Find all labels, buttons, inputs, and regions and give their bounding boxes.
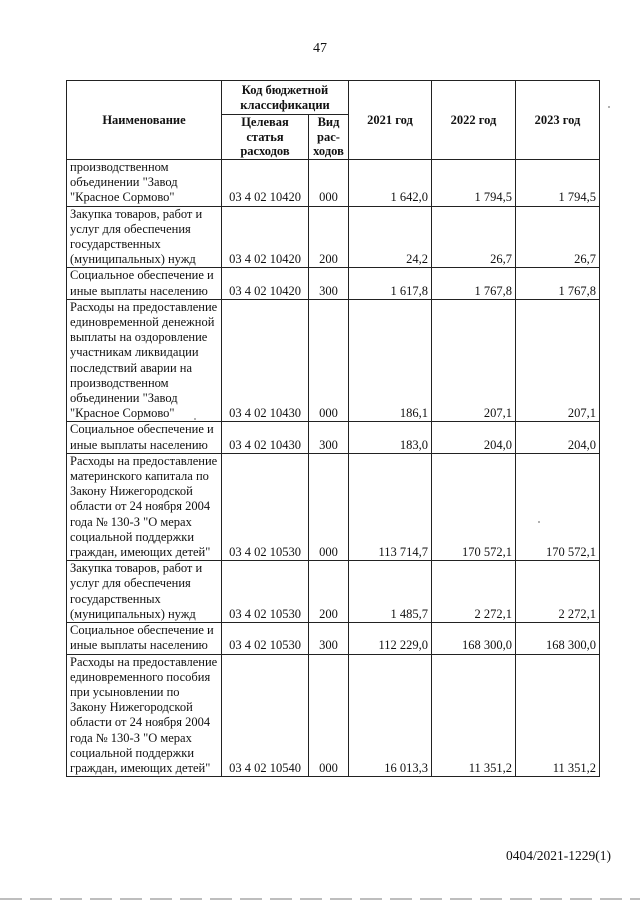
table-row bbox=[67, 623, 600, 654]
row-2022: 2 272,1 bbox=[432, 561, 516, 623]
row-2021: 1 617,8 bbox=[349, 268, 432, 299]
row-target: 03 4 02 10420 bbox=[222, 160, 309, 207]
header-type: Вид рас-ходов bbox=[309, 115, 349, 160]
table-row bbox=[67, 422, 600, 453]
row-2023: 26,7 bbox=[516, 206, 600, 268]
row-2023: 1 794,5 bbox=[516, 160, 600, 207]
row-2023: 11 351,2 bbox=[516, 654, 600, 777]
row-target: 03 4 02 10430 bbox=[222, 299, 309, 422]
header-name: Наименование bbox=[67, 81, 222, 160]
scan-speck bbox=[538, 521, 540, 523]
row-2021: 24,2 bbox=[349, 206, 432, 268]
table-row bbox=[67, 299, 600, 422]
table-row bbox=[67, 654, 600, 777]
row-name: Расходы на предоставление единовременной денежной выплаты на оздоровление участникам ликвидации последствий аварии на производственном объединении "Завод "Красное Сормово" bbox=[67, 299, 222, 422]
row-type: 000 bbox=[309, 160, 349, 207]
header-2023: 2023 год bbox=[516, 81, 600, 160]
row-target: 03 4 02 10530 bbox=[222, 453, 309, 560]
table-row bbox=[67, 561, 600, 623]
row-type: 300 bbox=[309, 268, 349, 299]
header-2021: 2021 год bbox=[349, 81, 432, 160]
scan-edge-artifact bbox=[0, 898, 640, 900]
row-type: 000 bbox=[309, 299, 349, 422]
header-2022: 2022 год bbox=[432, 81, 516, 160]
table-row bbox=[67, 206, 600, 268]
row-2021: 113 714,7 bbox=[349, 453, 432, 560]
budget-table bbox=[66, 80, 600, 777]
row-type: 000 bbox=[309, 654, 349, 777]
header-target: Целевая статья расходов bbox=[222, 115, 309, 160]
row-2022: 170 572,1 bbox=[432, 453, 516, 560]
row-type: 000 bbox=[309, 453, 349, 560]
row-type: 200 bbox=[309, 561, 349, 623]
row-2021: 1 642,0 bbox=[349, 160, 432, 207]
row-type: 200 bbox=[309, 206, 349, 268]
row-2022: 1 767,8 bbox=[432, 268, 516, 299]
page-number: 47 bbox=[313, 41, 327, 56]
row-2022: 26,7 bbox=[432, 206, 516, 268]
row-name: Социальное обеспечение и иные выплаты населению bbox=[67, 422, 222, 453]
row-name: Расходы на предоставление единовременного пособия при усыновлении по Закону Нижегородской области от 24 ноября 2004 года № 130-З "О мерах социальной поддержки граждан, имеющих детей" bbox=[67, 654, 222, 777]
row-target: 03 4 02 10420 bbox=[222, 206, 309, 268]
scan-speck bbox=[194, 418, 196, 420]
table-body bbox=[67, 160, 600, 777]
row-2021: 112 229,0 bbox=[349, 623, 432, 654]
row-target: 03 4 02 10540 bbox=[222, 654, 309, 777]
row-2022: 1 794,5 bbox=[432, 160, 516, 207]
row-name: Расходы на предоставление материнского капитала по Закону Нижегородской области от 24 ноября 2004 года № 130-З "О мерах социальной поддержки граждан, имеющих детей" bbox=[67, 453, 222, 560]
row-2023: 204,0 bbox=[516, 422, 600, 453]
row-name: Закупка товаров, работ и услуг для обеспечения государственных (муниципальных) нужд bbox=[67, 206, 222, 268]
table-row bbox=[67, 160, 600, 207]
row-2022: 11 351,2 bbox=[432, 654, 516, 777]
row-2023: 207,1 bbox=[516, 299, 600, 422]
scan-speck bbox=[608, 106, 610, 108]
row-2023: 168 300,0 bbox=[516, 623, 600, 654]
row-target: 03 4 02 10430 bbox=[222, 422, 309, 453]
table-row bbox=[67, 453, 600, 560]
row-name: Социальное обеспечение и иные выплаты населению bbox=[67, 268, 222, 299]
row-name: Социальное обеспечение и иные выплаты населению bbox=[67, 623, 222, 654]
header-code-group: Код бюджетной классификации bbox=[222, 81, 349, 115]
document-number: 0404/2021-1229(1) bbox=[506, 848, 611, 863]
row-2023: 1 767,8 bbox=[516, 268, 600, 299]
row-target: 03 4 02 10420 bbox=[222, 268, 309, 299]
row-2022: 207,1 bbox=[432, 299, 516, 422]
row-2021: 183,0 bbox=[349, 422, 432, 453]
row-type: 300 bbox=[309, 422, 349, 453]
row-2023: 170 572,1 bbox=[516, 453, 600, 560]
row-2023: 2 272,1 bbox=[516, 561, 600, 623]
row-name: Закупка товаров, работ и услуг для обеспечения государственных (муниципальных) нужд bbox=[67, 561, 222, 623]
table-header bbox=[67, 81, 600, 160]
table-row bbox=[67, 268, 600, 299]
row-2021: 16 013,3 bbox=[349, 654, 432, 777]
row-2022: 168 300,0 bbox=[432, 623, 516, 654]
row-2022: 204,0 bbox=[432, 422, 516, 453]
row-name: производственном объединении "Завод "Красное Сормово" bbox=[67, 160, 222, 207]
row-type: 300 bbox=[309, 623, 349, 654]
row-2021: 1 485,7 bbox=[349, 561, 432, 623]
row-target: 03 4 02 10530 bbox=[222, 561, 309, 623]
row-target: 03 4 02 10530 bbox=[222, 623, 309, 654]
row-2021: 186,1 bbox=[349, 299, 432, 422]
